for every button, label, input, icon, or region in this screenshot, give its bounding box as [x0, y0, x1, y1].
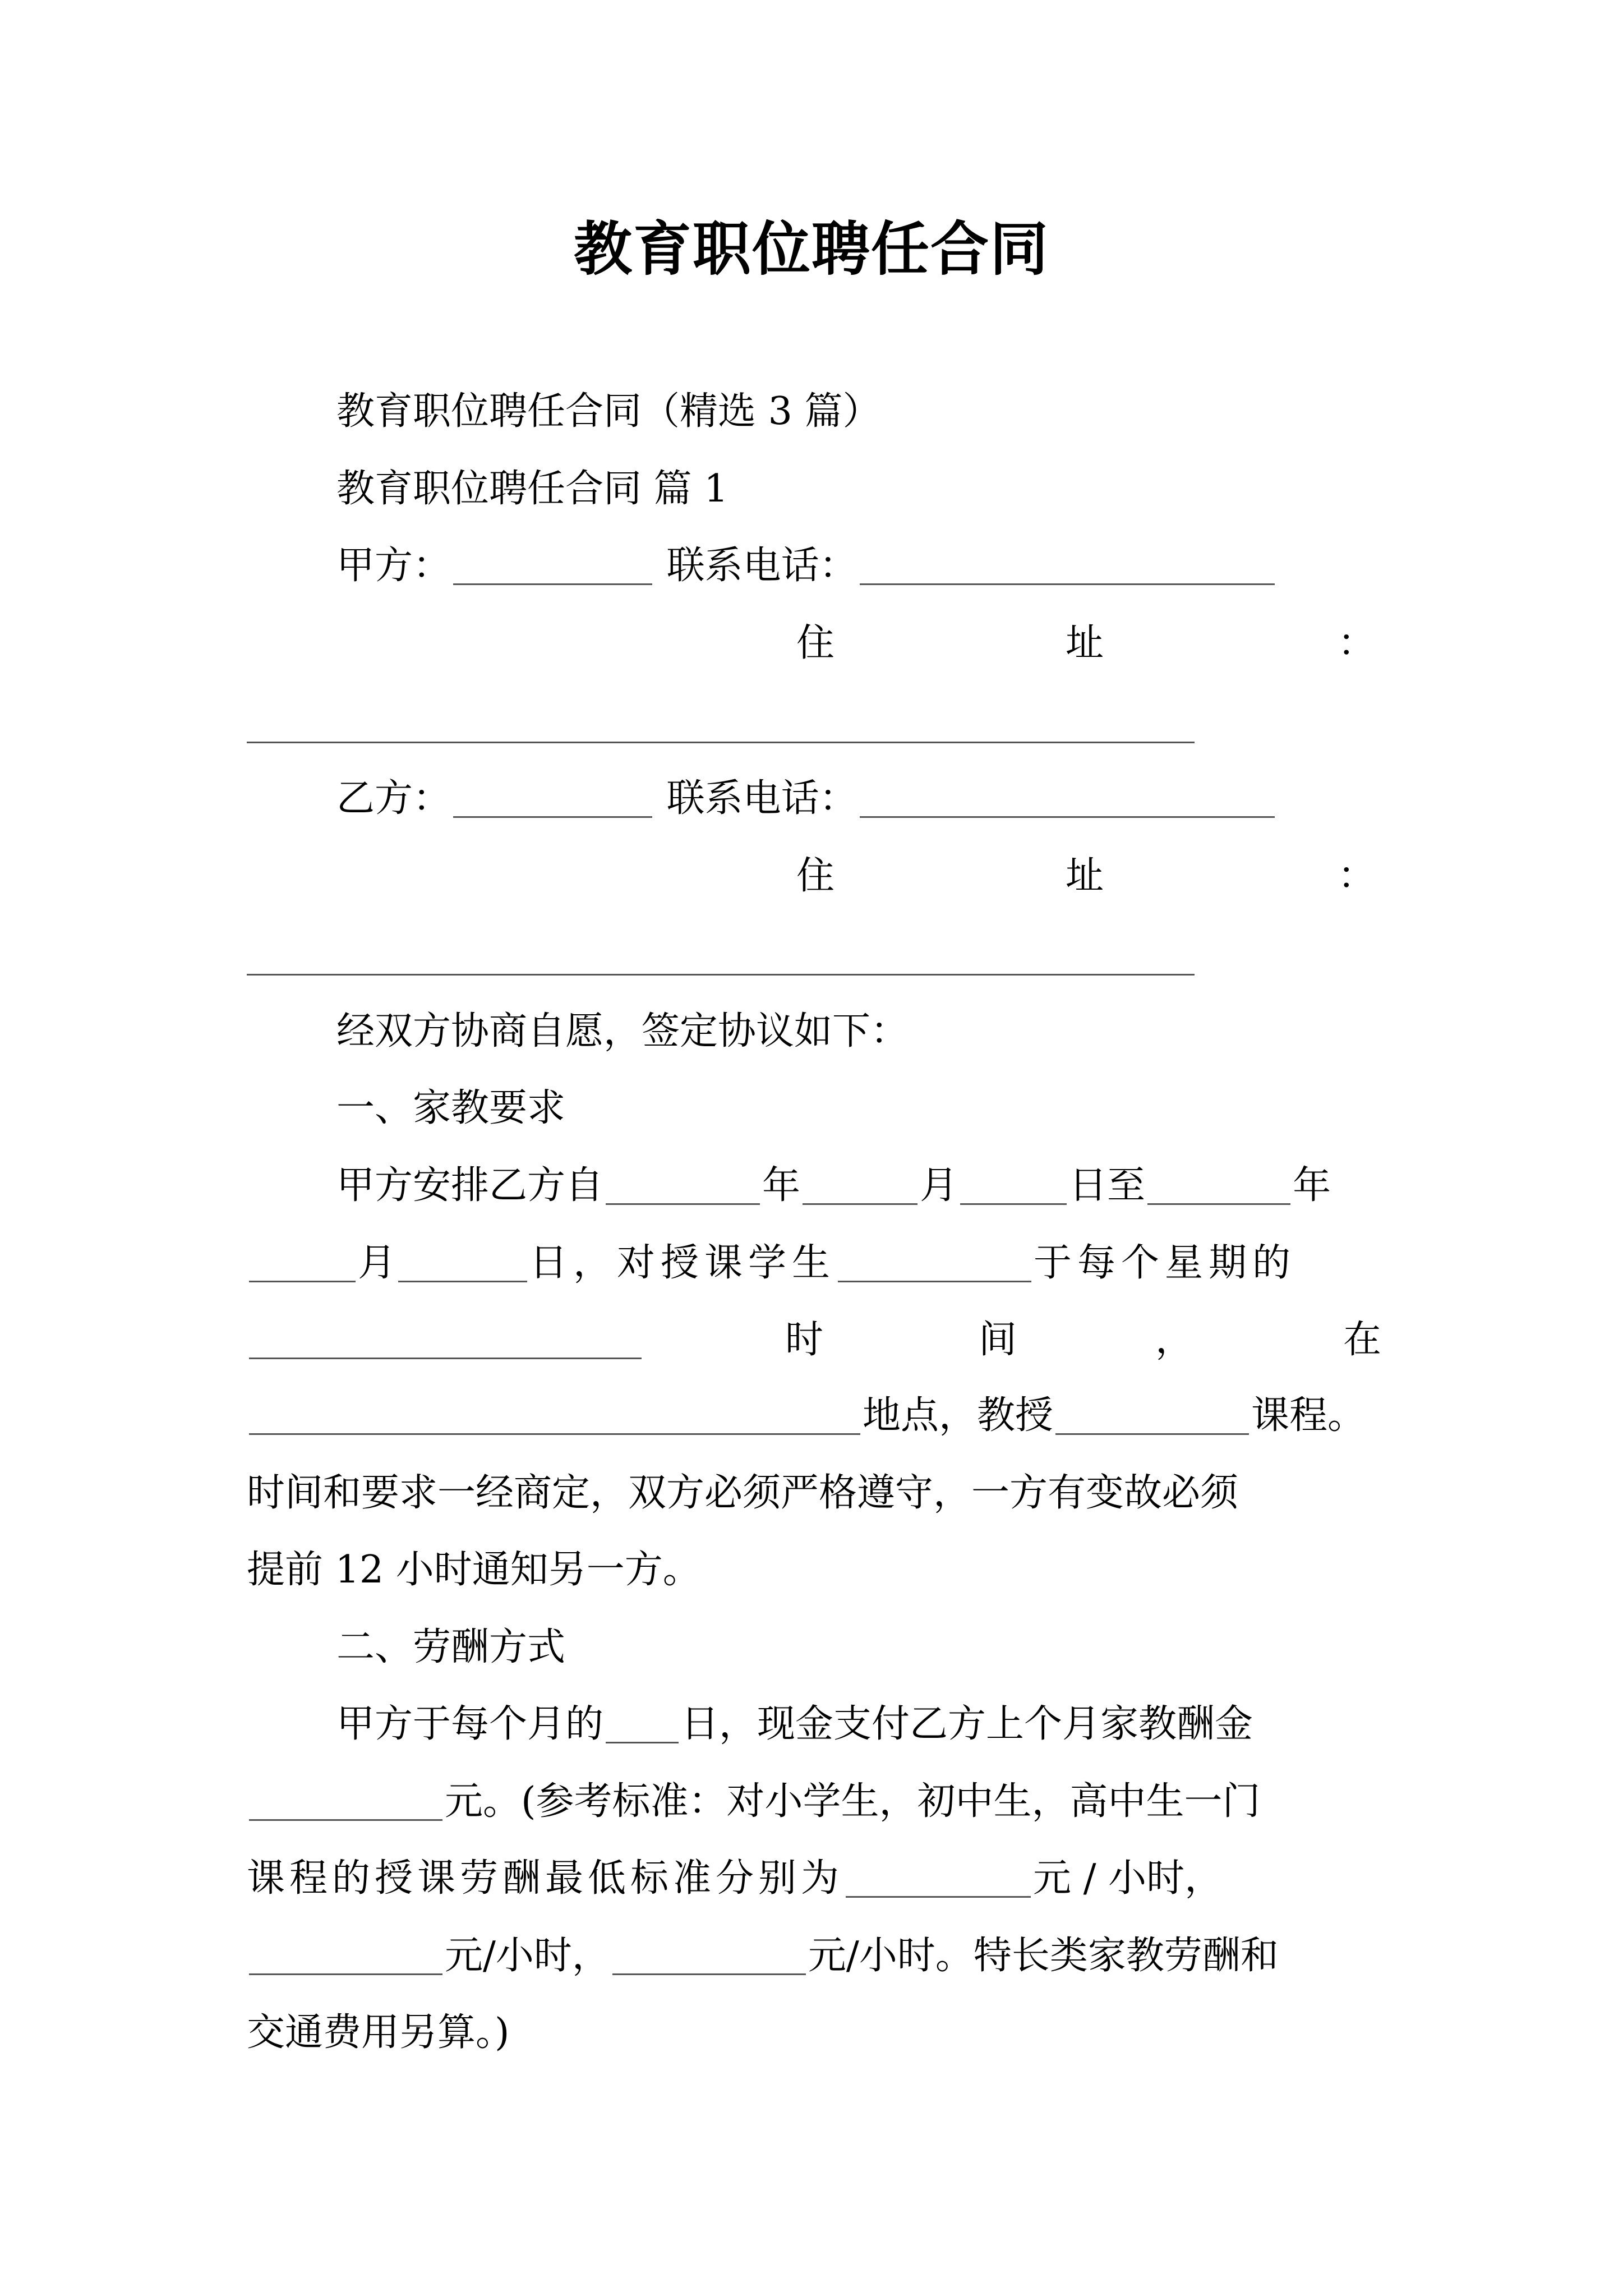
- page-title: 教育职位聘任合同: [573, 214, 1049, 283]
- address-label-zhu: 住: [796, 854, 835, 898]
- blank: [249, 1247, 356, 1282]
- address-label-zhi: 址: [1066, 621, 1104, 665]
- text: 日，现金支付乙方上个月家教酬金: [681, 1702, 1253, 1746]
- section-1-heading: 一、家教要求: [336, 1086, 566, 1130]
- paragraph-line: [247, 1393, 1366, 1438]
- paragraph-line-left: [247, 1321, 644, 1359]
- text: 元。(参考标准：对小学生，初中生，高中生一门: [445, 1779, 1261, 1824]
- paragraph-line: [247, 1934, 1279, 1978]
- section-heading: 教育职位聘任合同 篇 1: [336, 467, 728, 511]
- address-blank: [247, 742, 1195, 743]
- phone-label: 联系电话：: [666, 776, 857, 821]
- blank: [249, 1400, 860, 1435]
- blank: [249, 1786, 442, 1821]
- text: 课程的授课劳酬最低标准分别为: [247, 1856, 844, 1901]
- address-blank: [247, 974, 1195, 976]
- text: 地点，教授: [863, 1393, 1054, 1438]
- text: 在: [1343, 1318, 1382, 1362]
- text: 甲方安排乙方自: [336, 1163, 604, 1208]
- blank: [846, 1862, 1031, 1898]
- paragraph-line: 时间和要求一经商定，双方必须严格遵守，一方有变故必须: [247, 1471, 1239, 1515]
- paragraph-line: [247, 1856, 1223, 1901]
- blank: [960, 1170, 1067, 1205]
- text: 月: [358, 1241, 396, 1285]
- blank: [606, 1170, 760, 1205]
- paragraph-line: 交通费用另算。): [247, 2010, 510, 2055]
- address-colon: ：: [1338, 854, 1376, 898]
- text: 时: [785, 1318, 824, 1362]
- text: ，: [1155, 1318, 1194, 1362]
- text: 月: [920, 1163, 958, 1208]
- blank: [249, 1324, 642, 1359]
- party-b-label: 乙方：: [336, 776, 451, 821]
- blank: [612, 1940, 806, 1975]
- text: 间: [979, 1318, 1017, 1362]
- paragraph-line: [336, 1163, 1331, 1208]
- text: 元/小时，: [445, 1934, 610, 1978]
- text: 甲方于每个月的: [336, 1702, 604, 1746]
- party-a-blank: [453, 550, 652, 585]
- section-2-heading: 二、劳酬方式: [336, 1625, 566, 1669]
- phone-label: 联系电话：: [666, 544, 857, 588]
- address-label-zhi: 址: [1066, 854, 1104, 898]
- phone-blank: [860, 783, 1275, 818]
- party-a-label: 甲方：: [336, 544, 451, 588]
- text: 日至: [1069, 1163, 1146, 1208]
- paragraph-line: 提前 12 小时通知另一方。: [247, 1548, 701, 1592]
- text: 日，对授课学生: [529, 1241, 836, 1285]
- party-a-line: [336, 544, 1277, 588]
- party-b-blank: [453, 783, 652, 818]
- text: 元/小时。特长类家教劳酬和: [808, 1934, 1279, 1978]
- blank: [838, 1247, 1031, 1282]
- paragraph-line: [247, 1779, 1261, 1824]
- text: 于每个星期的: [1034, 1241, 1297, 1285]
- phone-blank: [860, 550, 1275, 585]
- text: 课程。: [1251, 1393, 1366, 1438]
- blank: [1147, 1170, 1290, 1205]
- blank: [606, 1708, 679, 1743]
- paragraph-line: [247, 1241, 1297, 1285]
- address-colon: ：: [1338, 621, 1376, 665]
- blank: [398, 1247, 527, 1282]
- text: 元 / 小时，: [1033, 1856, 1223, 1901]
- text: 年: [1293, 1163, 1331, 1208]
- party-b-line: [336, 776, 1277, 821]
- paragraph-line: [336, 1702, 1253, 1746]
- blank: [803, 1170, 917, 1205]
- subtitle-line: 教育职位聘任合同（精选 3 篇）: [336, 389, 881, 434]
- address-label-zhu: 住: [796, 621, 835, 665]
- text: 年: [762, 1163, 801, 1208]
- blank: [1055, 1400, 1249, 1435]
- agreement-intro: 经双方协商自愿，签定协议如下：: [336, 1009, 909, 1053]
- blank: [249, 1940, 442, 1975]
